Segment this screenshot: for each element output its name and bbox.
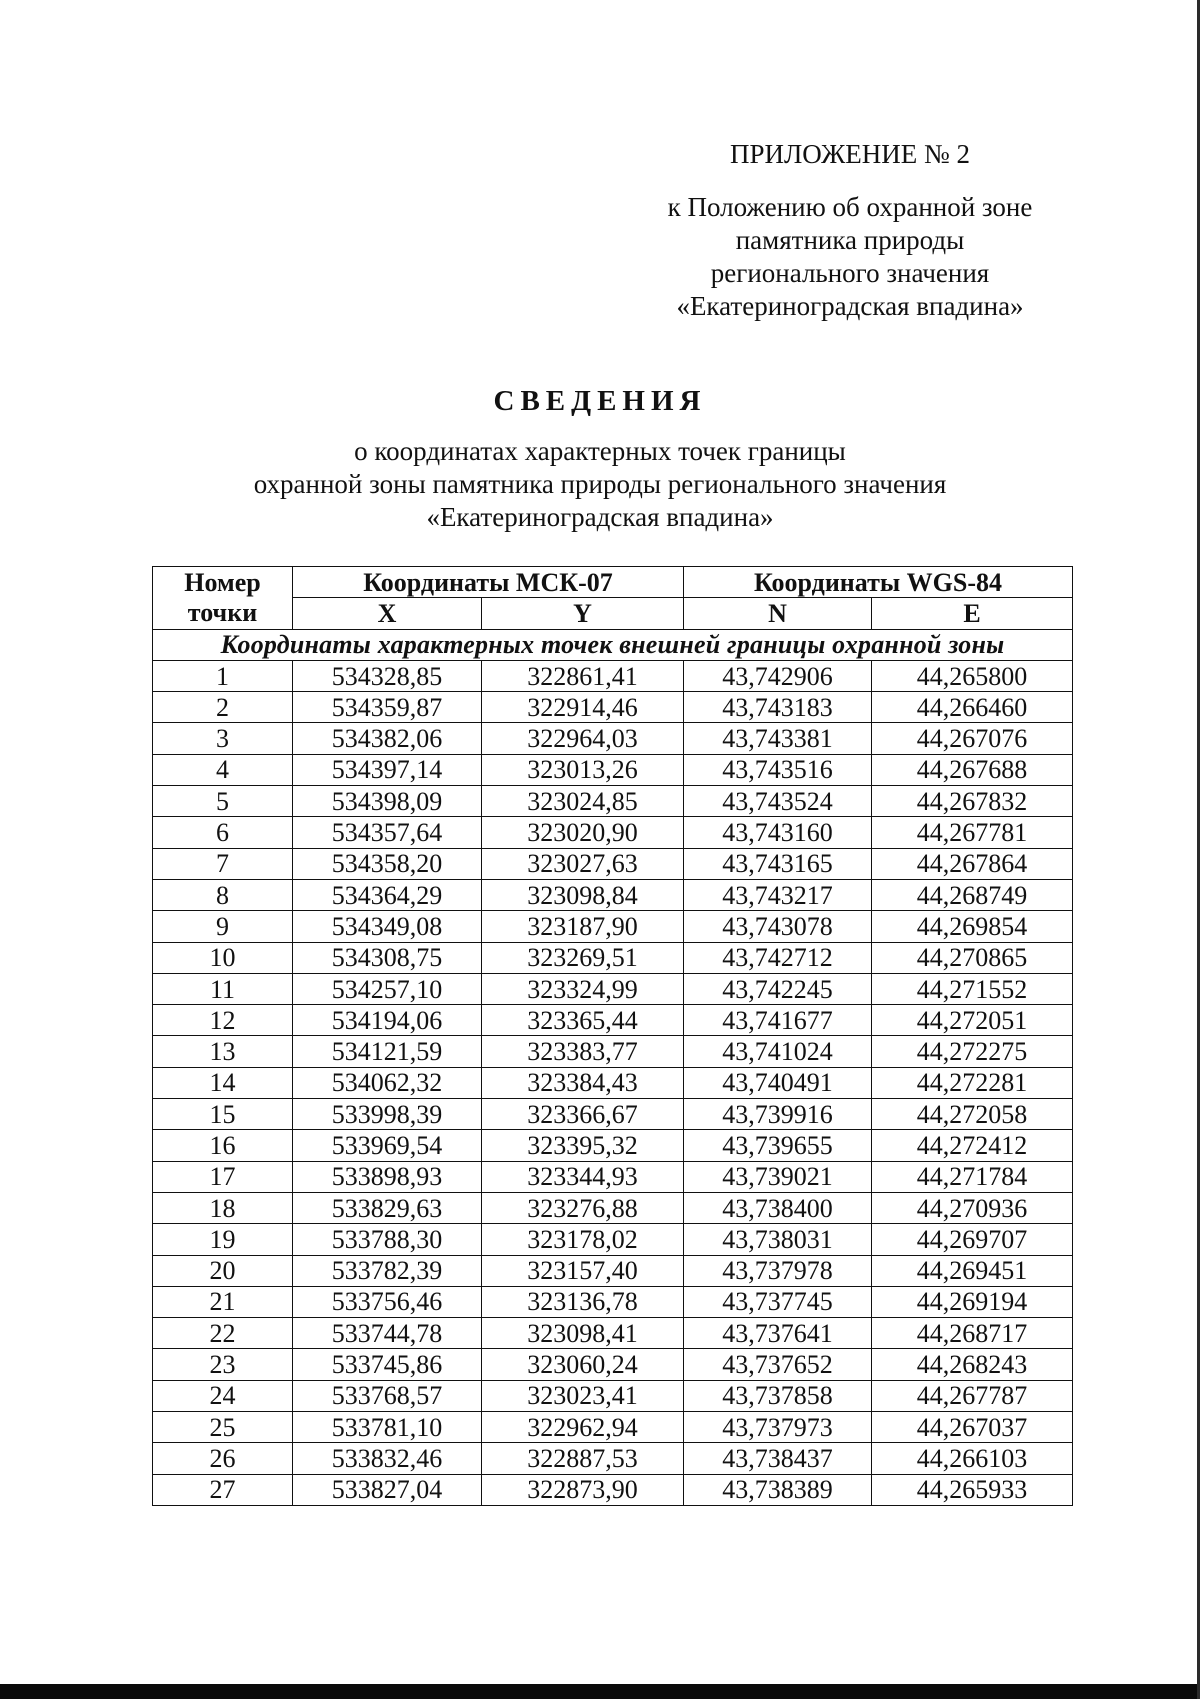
x-coordinate-cell: 533782,39 — [293, 1255, 482, 1286]
point-number-cell: 17 — [153, 1161, 293, 1192]
e-coordinate-cell: 44,267037 — [872, 1412, 1073, 1443]
e-coordinate-cell: 44,272275 — [872, 1036, 1073, 1067]
n-coordinate-cell: 43,739916 — [684, 1099, 872, 1130]
table-row — [153, 723, 1073, 754]
y-coordinate-cell: 323269,51 — [482, 942, 684, 973]
point-number-cell: 3 — [153, 723, 293, 754]
appendix-reference — [600, 191, 1100, 323]
x-coordinate-cell: 534121,59 — [293, 1036, 482, 1067]
table-row — [153, 754, 1073, 785]
y-coordinate-cell: 322914,46 — [482, 692, 684, 723]
x-coordinate-cell: 534257,10 — [293, 973, 482, 1004]
section-title: Координаты характерных точек внешней границы охранной зоны — [153, 629, 1073, 660]
x-coordinate-cell: 533832,46 — [293, 1443, 482, 1474]
table-header-row — [153, 567, 1073, 598]
table-row — [153, 1067, 1073, 1098]
y-coordinate-cell: 323060,24 — [482, 1349, 684, 1380]
n-coordinate-cell: 43,737978 — [684, 1255, 872, 1286]
e-coordinate-cell: 44,271784 — [872, 1161, 1073, 1192]
point-number-cell: 18 — [153, 1192, 293, 1223]
e-coordinate-cell: 44,267787 — [872, 1380, 1073, 1411]
table-row — [153, 817, 1073, 848]
table-row — [153, 1474, 1073, 1505]
e-coordinate-cell: 44,269451 — [872, 1255, 1073, 1286]
column-e-header: E — [872, 598, 1073, 629]
y-coordinate-cell: 323024,85 — [482, 786, 684, 817]
x-coordinate-cell: 533827,04 — [293, 1474, 482, 1505]
table-row — [153, 973, 1073, 1004]
n-coordinate-cell: 43,739021 — [684, 1161, 872, 1192]
y-coordinate-cell: 323395,32 — [482, 1130, 684, 1161]
e-coordinate-cell: 44,267781 — [872, 817, 1073, 848]
e-coordinate-cell: 44,267864 — [872, 848, 1073, 879]
table-row — [153, 1412, 1073, 1443]
n-coordinate-cell: 43,737641 — [684, 1318, 872, 1349]
e-coordinate-cell: 44,269854 — [872, 911, 1073, 942]
e-coordinate-cell: 44,272281 — [872, 1067, 1073, 1098]
e-coordinate-cell: 44,269194 — [872, 1286, 1073, 1317]
y-coordinate-cell: 323187,90 — [482, 911, 684, 942]
x-coordinate-cell: 533969,54 — [293, 1130, 482, 1161]
x-coordinate-cell: 533998,39 — [293, 1099, 482, 1130]
n-coordinate-cell: 43,738389 — [684, 1474, 872, 1505]
table-row — [153, 1255, 1073, 1286]
e-coordinate-cell: 44,267832 — [872, 786, 1073, 817]
n-coordinate-cell: 43,743078 — [684, 911, 872, 942]
column-x-header: X — [293, 598, 482, 629]
document-subtitle — [0, 435, 1200, 534]
point-number-cell: 11 — [153, 973, 293, 1004]
table-row — [153, 1349, 1073, 1380]
table-row — [153, 1036, 1073, 1067]
point-number-cell: 5 — [153, 786, 293, 817]
n-coordinate-cell: 43,743217 — [684, 879, 872, 910]
y-coordinate-cell: 323136,78 — [482, 1286, 684, 1317]
point-number-header-line: точки — [187, 597, 258, 627]
e-coordinate-cell: 44,268243 — [872, 1349, 1073, 1380]
n-coordinate-cell: 43,741024 — [684, 1036, 872, 1067]
table-row — [153, 879, 1073, 910]
x-coordinate-cell: 534397,14 — [293, 754, 482, 785]
n-coordinate-cell: 43,743516 — [684, 754, 872, 785]
x-coordinate-cell: 533829,63 — [293, 1192, 482, 1223]
y-coordinate-cell: 323157,40 — [482, 1255, 684, 1286]
msk-coordinates-header: Координаты МСК-07 — [293, 567, 684, 598]
point-number-cell: 6 — [153, 817, 293, 848]
n-coordinate-cell: 43,738031 — [684, 1224, 872, 1255]
y-coordinate-cell: 322962,94 — [482, 1412, 684, 1443]
point-number-cell: 20 — [153, 1255, 293, 1286]
appendix-line: памятника природы — [735, 225, 965, 255]
y-coordinate-cell: 323365,44 — [482, 1005, 684, 1036]
subtitle-line: «Екатериноградская впадина» — [426, 502, 774, 532]
y-coordinate-cell: 323027,63 — [482, 848, 684, 879]
e-coordinate-cell: 44,265933 — [872, 1474, 1073, 1505]
table-row — [153, 911, 1073, 942]
x-coordinate-cell: 534357,64 — [293, 817, 482, 848]
x-coordinate-cell: 533745,86 — [293, 1349, 482, 1380]
point-number-cell: 1 — [153, 660, 293, 691]
column-n-header: N — [684, 598, 872, 629]
scan-border-bottom — [0, 1684, 1200, 1699]
wgs-coordinates-header: Координаты WGS-84 — [684, 567, 1073, 598]
coordinates-table — [152, 566, 1073, 1506]
appendix-title: ПРИЛОЖЕНИЕ № 2 — [729, 139, 971, 169]
y-coordinate-cell: 323098,41 — [482, 1318, 684, 1349]
point-number-cell: 16 — [153, 1130, 293, 1161]
subtitle-line: охранной зоны памятника природы регионального значения — [253, 469, 947, 499]
y-coordinate-cell: 322887,53 — [482, 1443, 684, 1474]
y-coordinate-cell: 322873,90 — [482, 1474, 684, 1505]
point-number-cell: 19 — [153, 1224, 293, 1255]
n-coordinate-cell: 43,743381 — [684, 723, 872, 754]
n-coordinate-cell: 43,737745 — [684, 1286, 872, 1317]
e-coordinate-cell: 44,271552 — [872, 973, 1073, 1004]
n-coordinate-cell: 43,738437 — [684, 1443, 872, 1474]
y-coordinate-cell: 323023,41 — [482, 1380, 684, 1411]
y-coordinate-cell: 323178,02 — [482, 1224, 684, 1255]
x-coordinate-cell: 534364,29 — [293, 879, 482, 910]
x-coordinate-cell: 534194,06 — [293, 1005, 482, 1036]
n-coordinate-cell: 43,741677 — [684, 1005, 872, 1036]
e-coordinate-cell: 44,268717 — [872, 1318, 1073, 1349]
table-row — [153, 1130, 1073, 1161]
y-coordinate-cell: 323384,43 — [482, 1067, 684, 1098]
table-row — [153, 1099, 1073, 1130]
point-number-cell: 12 — [153, 1005, 293, 1036]
appendix-line: «Екатериноградская впадина» — [676, 291, 1024, 321]
e-coordinate-cell: 44,270865 — [872, 942, 1073, 973]
n-coordinate-cell: 43,737652 — [684, 1349, 872, 1380]
n-coordinate-cell: 43,742712 — [684, 942, 872, 973]
y-coordinate-cell: 323324,99 — [482, 973, 684, 1004]
point-number-cell: 13 — [153, 1036, 293, 1067]
n-coordinate-cell: 43,742906 — [684, 660, 872, 691]
n-coordinate-cell: 43,737973 — [684, 1412, 872, 1443]
y-coordinate-cell: 323013,26 — [482, 754, 684, 785]
point-number-cell: 26 — [153, 1443, 293, 1474]
e-coordinate-cell: 44,265800 — [872, 660, 1073, 691]
n-coordinate-cell: 43,743165 — [684, 848, 872, 879]
table-row — [153, 1318, 1073, 1349]
e-coordinate-cell: 44,272051 — [872, 1005, 1073, 1036]
table-row — [153, 1286, 1073, 1317]
point-number-cell: 4 — [153, 754, 293, 785]
table-row — [153, 1443, 1073, 1474]
e-coordinate-cell: 44,268749 — [872, 879, 1073, 910]
e-coordinate-cell: 44,272058 — [872, 1099, 1073, 1130]
table-row — [153, 660, 1073, 691]
table-body — [153, 629, 1073, 1505]
y-coordinate-cell: 322861,41 — [482, 660, 684, 691]
appendix-line: к Положению об охранной зоне — [667, 192, 1033, 222]
e-coordinate-cell: 44,266460 — [872, 692, 1073, 723]
n-coordinate-cell: 43,742245 — [684, 973, 872, 1004]
point-number-cell: 27 — [153, 1474, 293, 1505]
point-number-cell: 15 — [153, 1099, 293, 1130]
x-coordinate-cell: 534062,32 — [293, 1067, 482, 1098]
point-number-cell: 7 — [153, 848, 293, 879]
column-y-header: Y — [482, 598, 684, 629]
point-number-cell: 2 — [153, 692, 293, 723]
x-coordinate-cell: 534349,08 — [293, 911, 482, 942]
e-coordinate-cell: 44,267076 — [872, 723, 1073, 754]
table-row — [153, 942, 1073, 973]
y-coordinate-cell: 323020,90 — [482, 817, 684, 848]
y-coordinate-cell: 323366,67 — [482, 1099, 684, 1130]
n-coordinate-cell: 43,743524 — [684, 786, 872, 817]
point-number-cell: 21 — [153, 1286, 293, 1317]
point-number-cell: 9 — [153, 911, 293, 942]
x-coordinate-cell: 534398,09 — [293, 786, 482, 817]
y-coordinate-cell: 323276,88 — [482, 1192, 684, 1223]
table-row — [153, 1005, 1073, 1036]
x-coordinate-cell: 533781,10 — [293, 1412, 482, 1443]
document-title: СВЕДЕНИЯ — [493, 385, 707, 417]
point-number-cell: 25 — [153, 1412, 293, 1443]
y-coordinate-cell: 323344,93 — [482, 1161, 684, 1192]
point-number-cell: 8 — [153, 879, 293, 910]
n-coordinate-cell: 43,743160 — [684, 817, 872, 848]
x-coordinate-cell: 533756,46 — [293, 1286, 482, 1317]
x-coordinate-cell: 533768,57 — [293, 1380, 482, 1411]
appendix-line: регионального значения — [710, 258, 990, 288]
x-coordinate-cell: 534328,85 — [293, 660, 482, 691]
x-coordinate-cell: 533788,30 — [293, 1224, 482, 1255]
table-row — [153, 1380, 1073, 1411]
table-row — [153, 692, 1073, 723]
y-coordinate-cell: 322964,03 — [482, 723, 684, 754]
e-coordinate-cell: 44,270936 — [872, 1192, 1073, 1223]
e-coordinate-cell: 44,272412 — [872, 1130, 1073, 1161]
point-number-cell: 22 — [153, 1318, 293, 1349]
e-coordinate-cell: 44,266103 — [872, 1443, 1073, 1474]
n-coordinate-cell: 43,740491 — [684, 1067, 872, 1098]
point-number-cell: 10 — [153, 942, 293, 973]
table-row — [153, 848, 1073, 879]
x-coordinate-cell: 534382,06 — [293, 723, 482, 754]
table-row — [153, 786, 1073, 817]
n-coordinate-cell: 43,738400 — [684, 1192, 872, 1223]
table-row — [153, 1161, 1073, 1192]
x-coordinate-cell: 534308,75 — [293, 942, 482, 973]
x-coordinate-cell: 533744,78 — [293, 1318, 482, 1349]
e-coordinate-cell: 44,267688 — [872, 754, 1073, 785]
point-number-cell: 14 — [153, 1067, 293, 1098]
point-number-cell: 24 — [153, 1380, 293, 1411]
e-coordinate-cell: 44,269707 — [872, 1224, 1073, 1255]
point-number-header — [153, 567, 293, 630]
y-coordinate-cell: 323098,84 — [482, 879, 684, 910]
point-number-header-line: Номер — [184, 567, 261, 597]
table-row — [153, 1224, 1073, 1255]
x-coordinate-cell: 533898,93 — [293, 1161, 482, 1192]
point-number-cell: 23 — [153, 1349, 293, 1380]
n-coordinate-cell: 43,739655 — [684, 1130, 872, 1161]
n-coordinate-cell: 43,737858 — [684, 1380, 872, 1411]
section-row — [153, 629, 1073, 660]
n-coordinate-cell: 43,743183 — [684, 692, 872, 723]
subtitle-line: о координатах характерных точек границы — [354, 436, 846, 466]
x-coordinate-cell: 534358,20 — [293, 848, 482, 879]
x-coordinate-cell: 534359,87 — [293, 692, 482, 723]
y-coordinate-cell: 323383,77 — [482, 1036, 684, 1067]
table-row — [153, 1192, 1073, 1223]
